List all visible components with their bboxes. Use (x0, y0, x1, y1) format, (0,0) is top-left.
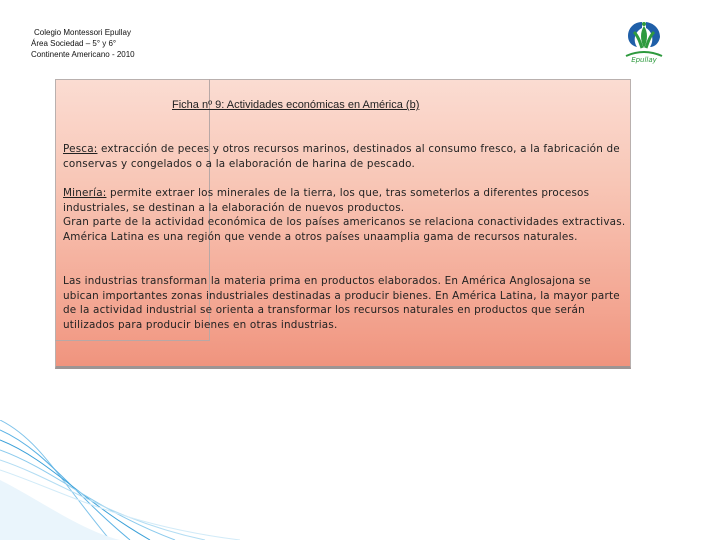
mineria-term: Minería: (63, 187, 107, 199)
ficha-title: Ficha nº 9: Actividades económicas en América (b) (172, 99, 420, 111)
mineria-text-2: Gran parte de la actividad económica de los países americanos se relaciona conactividades extractivas. América Latina es una región que vende a otros países unaamplia gama de recursos naturales. (63, 216, 626, 243)
header-area: Área Sociedad – 5° y 6° (31, 39, 117, 48)
header-topic: Continente Americano - 2010 (31, 50, 135, 59)
school-logo-icon (620, 18, 668, 64)
pesca-text: extracción de peces y otros recursos marinos, destinados al consumo fresco, a la fabricación de conservas y congelados o a la elaboración de harina de pescado. (63, 143, 620, 170)
industria-paragraph: Las industrias transforman la materia prima en productos elaborados. En América Anglosajona se ubican importantes zonas industriales destinadas a producir bienes. En América Latina, la mayor parte de la actividad industrial se orienta a transformar los recursos naturales en productos que serán utilizados para producir bienes en otras industrias. (63, 275, 620, 331)
school-header (31, 27, 135, 60)
header-school-name: Colegio Montessori Epullay (34, 28, 131, 37)
mineria-text: permite extraer los minerales de la tierra, los que, tras someterlos a diferentes procesos industriales, se destinan a la elaboración de nuevos productos. (63, 187, 590, 214)
mineria-paragraph (63, 186, 628, 244)
logo-text: Epullay (631, 56, 657, 64)
pesca-term: Pesca: (63, 143, 98, 155)
pesca-paragraph (63, 142, 628, 171)
wave-decoration-icon (0, 420, 300, 540)
